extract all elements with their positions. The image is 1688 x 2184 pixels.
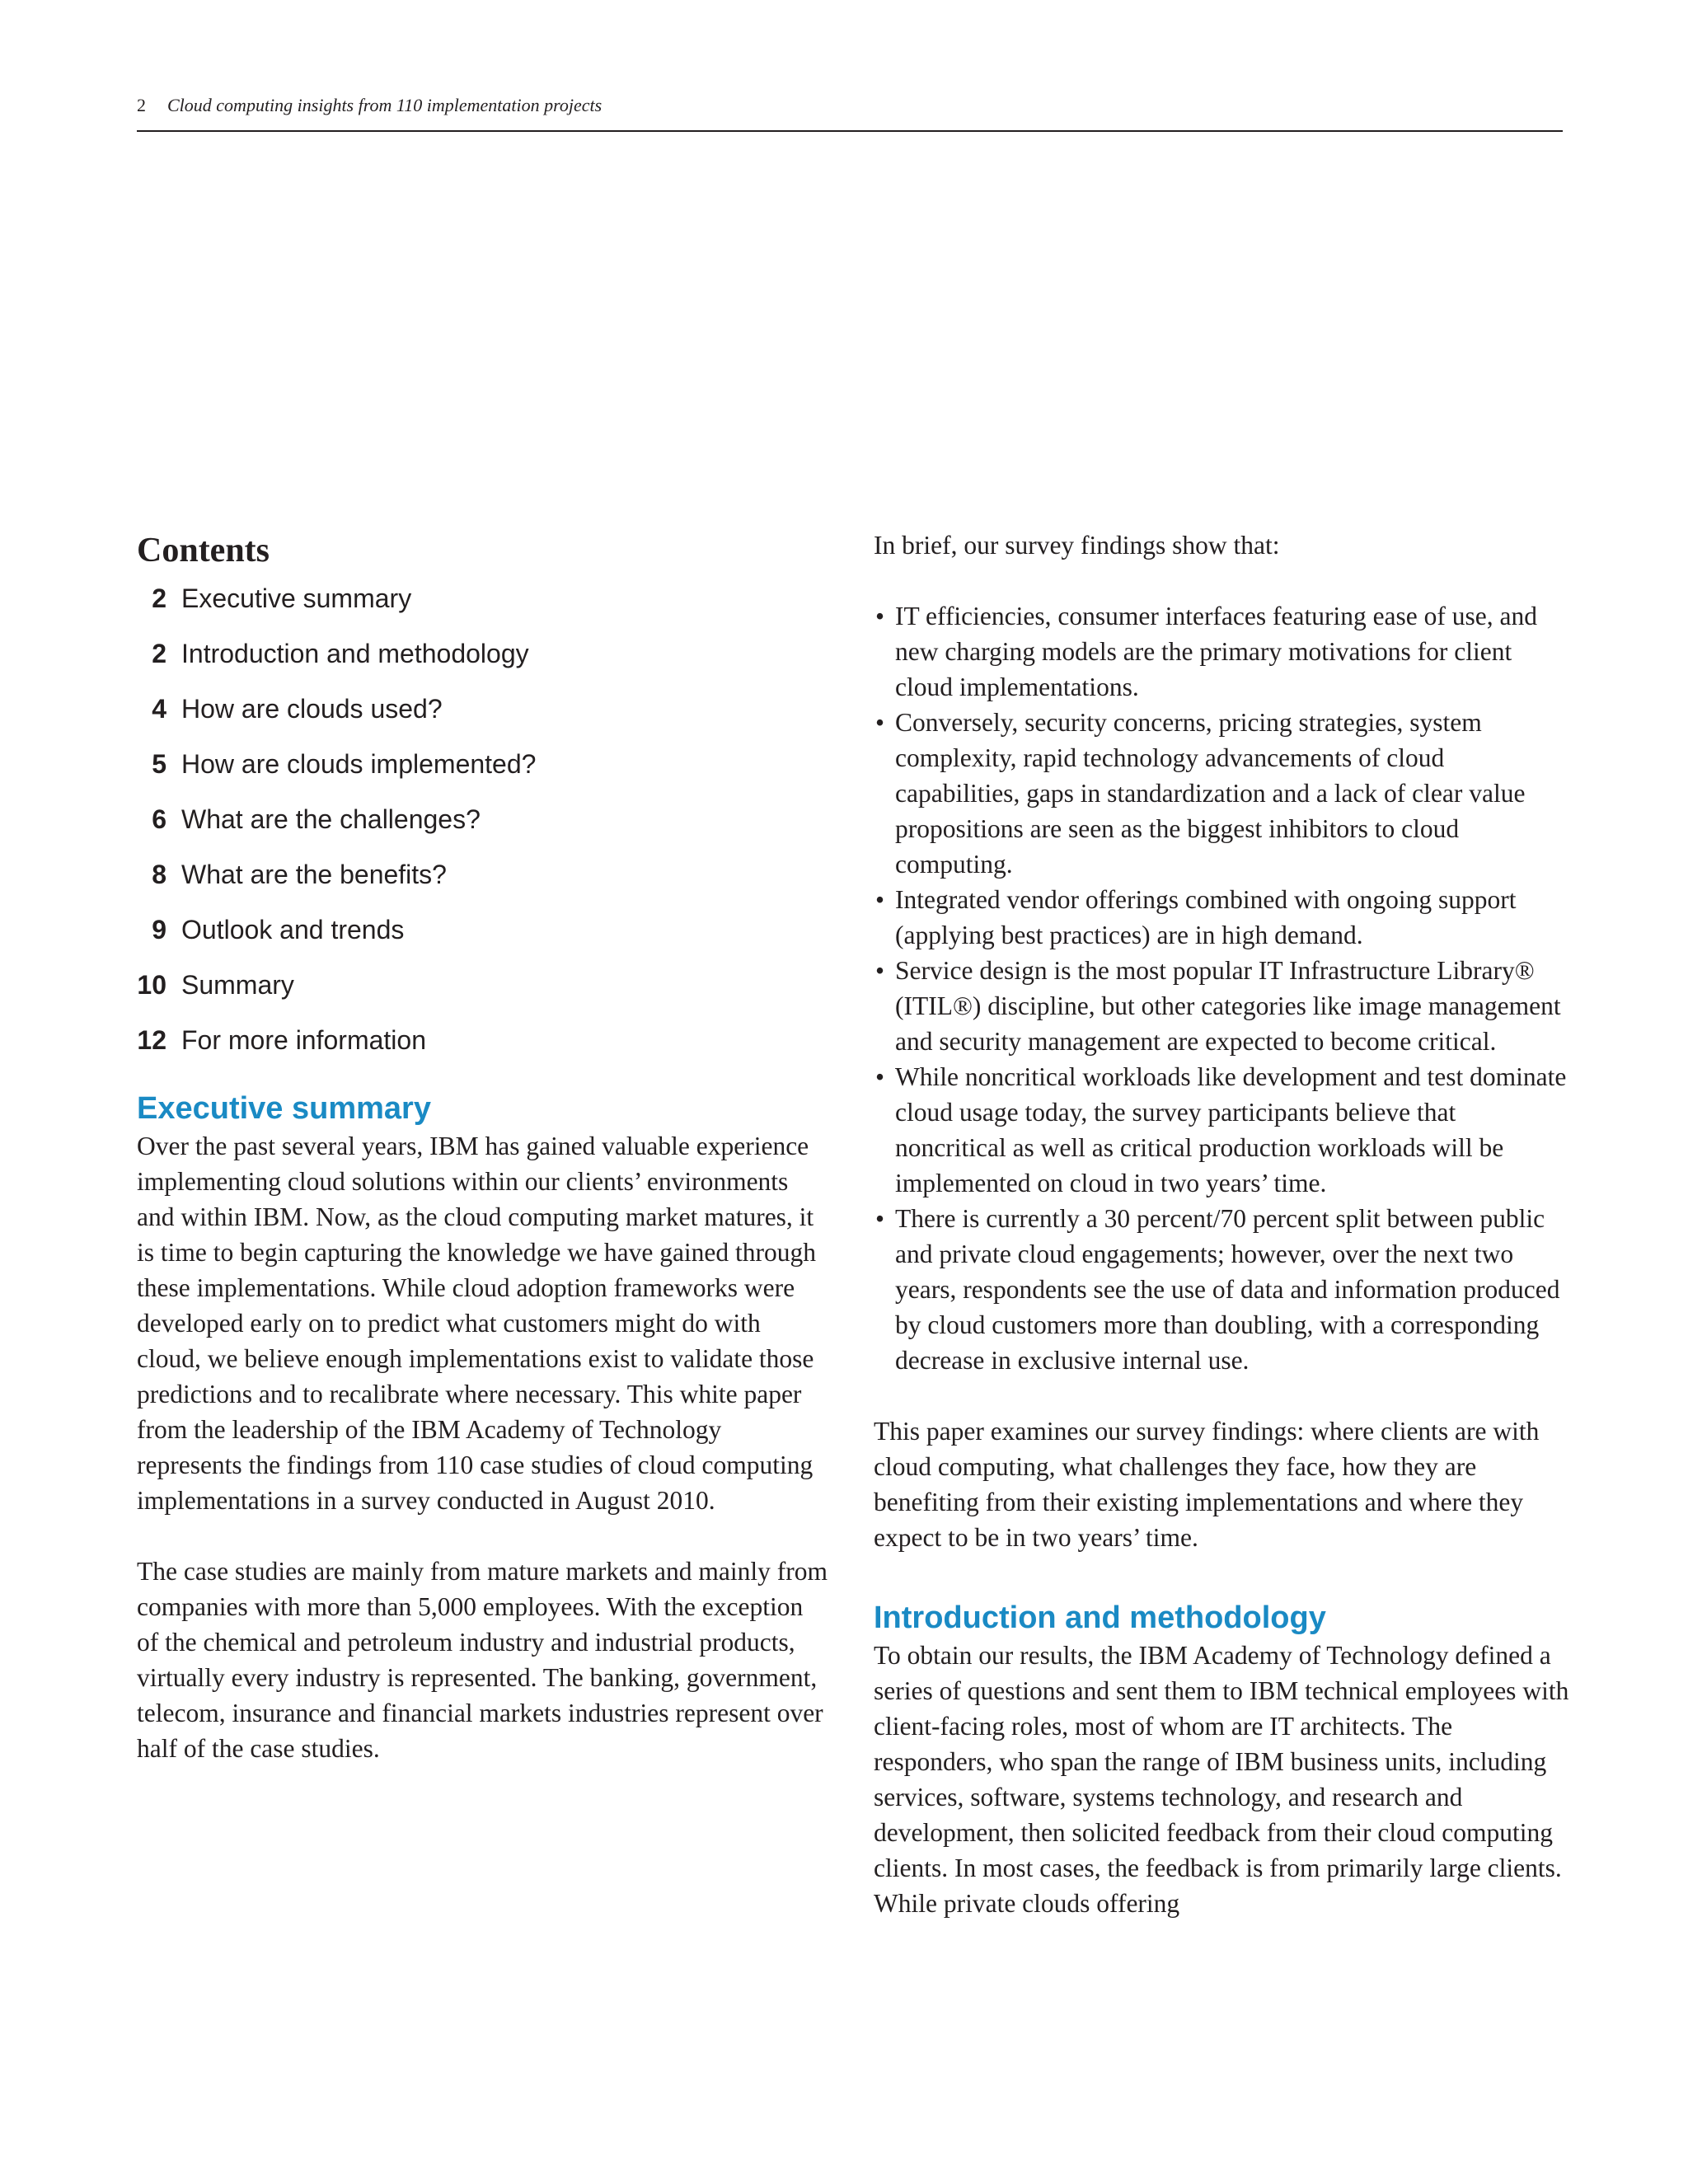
toc-page-number: 12 (137, 1025, 166, 1055)
findings-intro: In brief, our survey findings show that: (874, 531, 1280, 560)
toc-label: Introduction and methodology (181, 639, 529, 668)
introduction-heading: Introduction and methodology (874, 1601, 1326, 1635)
toc-label: Outlook and trends (181, 915, 405, 944)
findings-bullet: • There is currently a 30 percent/70 percent split between public and private cloud engagements; however, over the next two years, respondents see the use of data and information produced by cloud customers more than doubling, with a corresponding decrease in exclusive internal use. (874, 1201, 1571, 1378)
toc-page-number: 2 (152, 583, 166, 613)
findings-bullet: • Integrated vendor offerings combined with ongoing support (applying best practices) are in high demand. (874, 882, 1571, 953)
toc-label: How are clouds used? (181, 694, 443, 724)
findings-bullet: • While noncritical workloads like development and test dominate cloud usage today, the survey participants believe that noncritical as well as critical production workloads will be implemented on cloud in two years’ time. (874, 1059, 1571, 1201)
executive-summary-paragraph: Over the past several years, IBM has gained valuable experience implementing cloud solutions within our clients’ environments and within IBM. Now, as the cloud computing market matures, it is time to begin capturing the knowledge we have gained through these implementations. While cloud adoption frameworks were developed early on to predict what customers might do with cloud, we believe enough implementations exist to validate those predictions and to recalibrate where necessary. This white paper from the leadership of the IBM Academy of Technology represents the findings from 110 case studies of cloud computing implementations in a survey conducted in August 2010. (137, 1132, 817, 1515)
findings-bullet: • Service design is the most popular IT Infrastructure Library® (ITIL®) discipline, but other categories like image management and security management are expected to become critical. (874, 953, 1571, 1059)
findings-closing-paragraph: This paper examines our survey findings: where clients are with cloud computing, what challenges they face, how they are benefiting from their existing implementations and where they expect to be in two years’ time. (874, 1417, 1540, 1552)
toc-item[interactable] (137, 1024, 829, 1079)
right-column (874, 527, 1571, 1921)
page-number: 2 (137, 95, 146, 115)
executive-summary-paragraph: The case studies are mainly from mature markets and mainly from companies with more than 5,000 employees. With the exception of the chemical and petroleum industry and industrial products, virtually every industry is represented. The banking, government, telecom, insurance and financial markets industries represent over half of the case studies. (137, 1557, 828, 1763)
introduction-paragraph: To obtain our results, the IBM Academy of Technology defined a series of questions and sent them to IBM technical employees with client-facing roles, most of whom are IT architects. The responders, who span the range of IBM business units, including services, software, systems technology, and research and development, then solicited feedback from their cloud computing clients. In most cases, the feedback is from primarily large clients. While private clouds offering (874, 1641, 1569, 1918)
toc-item[interactable] (137, 637, 829, 692)
findings-list (874, 598, 1571, 1378)
toc-page-number: 2 (152, 639, 166, 668)
toc-item[interactable] (137, 748, 829, 803)
toc-item[interactable] (137, 968, 829, 1024)
toc-item[interactable] (137, 692, 829, 748)
toc-page-number: 10 (137, 970, 166, 1000)
toc-page-number: 5 (152, 749, 166, 779)
toc-page-number: 8 (152, 860, 166, 889)
toc-label: What are the benefits? (181, 860, 447, 889)
toc-page-number: 6 (152, 804, 166, 834)
toc-label: For more information (181, 1025, 426, 1055)
running-title: Cloud computing insights from 110 implementation projects (167, 95, 603, 115)
contents-heading: Contents (137, 532, 270, 569)
findings-bullet: • Conversely, security concerns, pricing strategies, system complexity, rapid technology advancements of cloud capabilities, gaps in standardization and a lack of clear value propositions are seen as the biggest inhibitors to cloud computing. (874, 705, 1571, 882)
toc-label: How are clouds implemented? (181, 749, 537, 779)
toc-item[interactable] (137, 582, 829, 637)
executive-summary-heading: Executive summary (137, 1091, 431, 1126)
toc-item[interactable] (137, 803, 829, 858)
table-of-contents (137, 582, 829, 1079)
toc-label: What are the challenges? (181, 804, 481, 834)
toc-item[interactable] (137, 913, 829, 968)
left-column (137, 527, 829, 1766)
findings-bullet: • IT efficiencies, consumer interfaces featuring ease of use, and new charging models are the primary motivations for client cloud implementations. (874, 598, 1571, 705)
toc-page-number: 9 (152, 915, 166, 944)
toc-label: Executive summary (181, 583, 412, 613)
running-header (137, 94, 1563, 132)
toc-item[interactable] (137, 858, 829, 913)
toc-label: Summary (181, 970, 294, 1000)
toc-page-number: 4 (152, 694, 166, 724)
